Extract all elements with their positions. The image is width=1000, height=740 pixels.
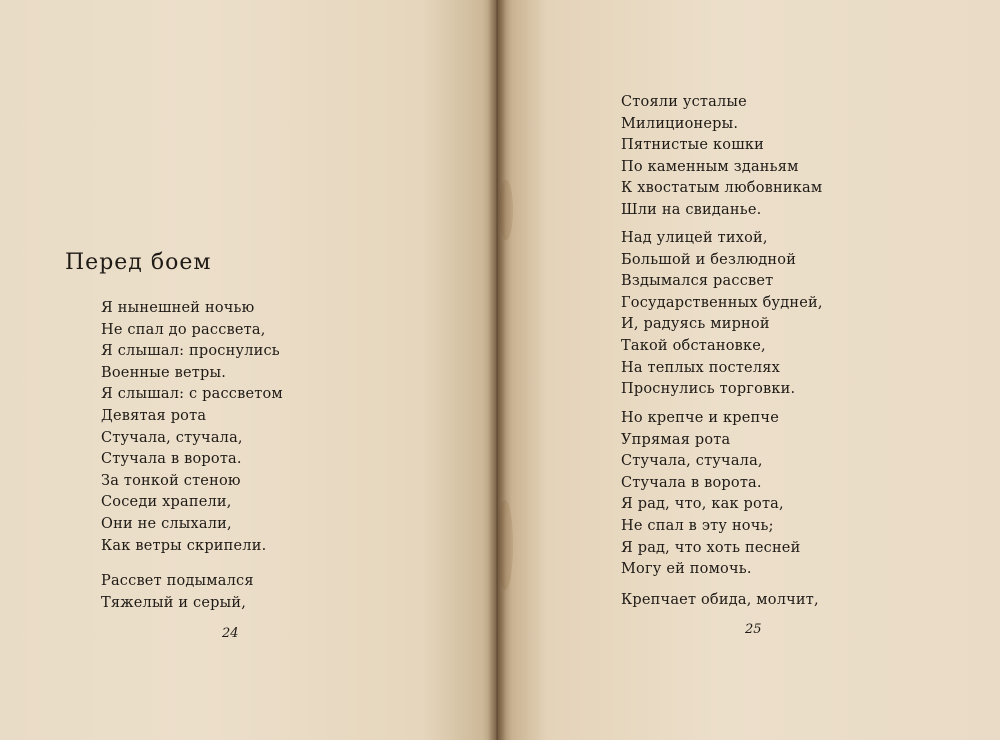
verse-line: Государственных будней, — [621, 294, 823, 311]
verse-line: Вздымался рассвет — [621, 273, 774, 290]
verse-line: Я слышал: проснулись — [101, 343, 280, 360]
page-number-left: 24 — [222, 626, 239, 641]
verse-line: Большой и безлюдной — [621, 251, 797, 268]
verse-line: Милиционеры. — [621, 115, 739, 132]
verse-line: К хвостатым любовникам — [621, 180, 823, 197]
right-page — [497, 0, 1000, 740]
poem-title: Перед боем — [65, 250, 212, 275]
verse-line: Соседи храпели, — [101, 494, 232, 511]
left-stanza-2 — [101, 571, 254, 614]
verse-line: Могу ей помочь. — [621, 561, 752, 578]
verse-line: Я слышал: с рассветом — [101, 386, 283, 403]
left-page — [0, 0, 497, 740]
show-through-text — [250, 88, 361, 239]
verse-line: Не спал в эту ночь; — [621, 517, 774, 534]
right-stanza-1 — [621, 92, 822, 222]
verse-line: Пятнистые кошки — [621, 137, 765, 154]
verse-line: Проснулись торговки. — [621, 381, 796, 398]
verse-line: Стучала в ворота. — [101, 451, 242, 468]
right-stanza-2 — [621, 228, 823, 401]
verse-line: На теплых постелях — [621, 359, 780, 376]
verse-line: Стучала, стучала, — [621, 453, 763, 470]
verse-line: Я рад, что хоть песней — [621, 539, 801, 556]
verse-line: Стучала, стучала, — [101, 429, 243, 446]
verse-line: За тонкой стеною — [101, 472, 241, 489]
left-stanza-1 — [101, 298, 283, 557]
verse-line: Военные ветры. — [101, 364, 227, 381]
page-number-right: 25 — [745, 622, 762, 637]
verse-line: Рассвет подымался — [101, 573, 254, 589]
verse-line: Я нынешней ночью — [101, 300, 255, 316]
verse-line: Не спал до рассвета, — [101, 321, 266, 338]
verse-line: Я рад, что, как рота, — [621, 496, 784, 513]
verse-line: Тяжелый и серый, — [101, 594, 247, 611]
verse-line: Но крепче и крепче — [621, 410, 779, 426]
verse-line: Стучала в ворота. — [621, 474, 762, 491]
book-gutter — [488, 0, 506, 740]
verse-line: Стояли усталые — [621, 94, 747, 110]
verse-line: Шли на свиданье. — [621, 201, 762, 218]
verse-line: Девятая рота — [101, 407, 207, 424]
verse-line: Они не слыхали, — [101, 515, 232, 532]
verse-line: По каменным зданьям — [621, 158, 799, 175]
verse-line: Такой обстановке, — [621, 337, 766, 354]
verse-line: Упрямая рота — [621, 431, 731, 448]
verse-line: И, радуясь мирной — [621, 316, 770, 333]
right-stanza-3 — [621, 408, 800, 581]
verse-line: Как ветры скрипели. — [101, 537, 267, 554]
right-stanza-4 — [621, 590, 819, 612]
verse-line: Крепчает обида, молчит, — [621, 592, 819, 608]
verse-line: Над улицей тихой, — [621, 230, 768, 246]
